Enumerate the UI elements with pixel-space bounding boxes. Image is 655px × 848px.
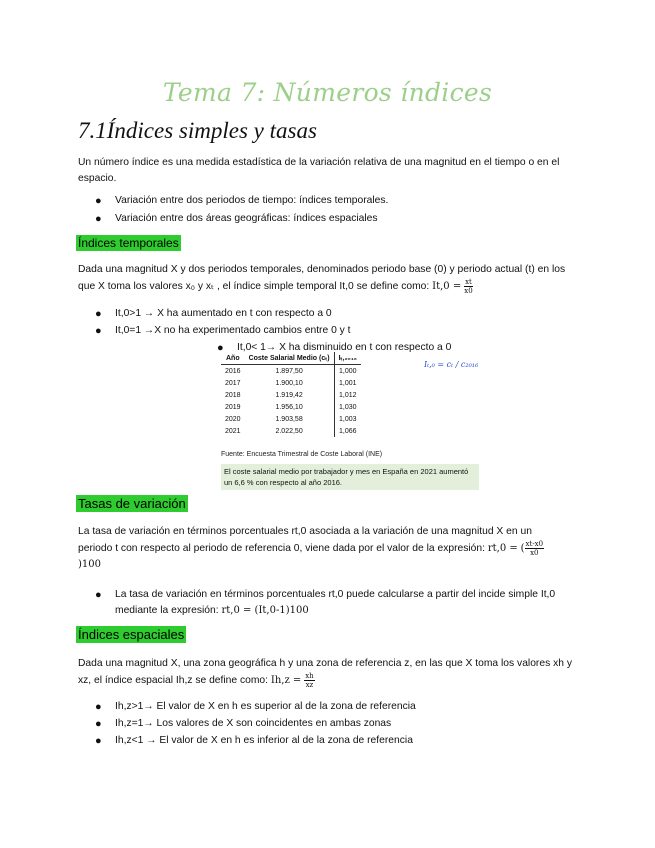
heading-text: Índices espaciales [78, 627, 185, 642]
espaciales-paragraph [78, 656, 578, 689]
formula-open-paren: ( [520, 543, 525, 555]
bullet-icon: ● [95, 589, 102, 601]
table-cell: 2020 [225, 415, 241, 423]
formula-fraction [525, 540, 545, 557]
table-cell: 1,000 [338, 367, 357, 375]
formula-fraction [464, 278, 473, 295]
bullet-icon: ● [95, 718, 102, 730]
table-row [221, 365, 361, 378]
formula-lhs: rt,0 = [487, 543, 518, 555]
heading-text: Índices temporales [78, 236, 179, 250]
table-cell: 1.897,50 [245, 365, 335, 378]
side-formula: Iₜ,₀ = cₜ / c₂₀₁₆ [424, 360, 479, 369]
table-cell: 2021 [225, 427, 241, 435]
formula-denominator: x0 [464, 287, 473, 295]
list-item-text: It,0>1 → X ha aumentado en t con respecto a 0 [115, 308, 332, 319]
list-item [95, 700, 416, 714]
table-cell: 2017 [225, 379, 241, 387]
table-row [221, 425, 361, 437]
salary-table-figure [221, 352, 477, 490]
table-cell: 2.022,50 [245, 425, 335, 437]
list-item [95, 194, 389, 208]
table-cell: 1,003 [338, 415, 357, 423]
table-cell: 1.903,58 [245, 413, 335, 425]
list-item [95, 734, 413, 748]
table-row [221, 413, 361, 425]
bullet-icon: ● [95, 325, 102, 337]
intro-paragraph: Un número índice es una medida estadística de la variación relativa de una magnitud en el tiempo o en el espacio. [78, 157, 560, 184]
salary-table [221, 352, 361, 437]
list-item-text: Ih,z>1→ El valor de X en h es superior al de la zona de referencia [115, 701, 416, 712]
table-cell: 2019 [225, 403, 241, 411]
list-item-text: Variación entre dos periodos de tiempo: índices temporales. [115, 195, 389, 206]
list-item-text: Variación entre dos áreas geográficas: índices espaciales [115, 213, 378, 224]
list-item [95, 307, 332, 321]
table-cell: 1.900,10 [245, 377, 335, 389]
bullet-icon: ● [95, 213, 102, 225]
list-item-text: Ih,z=1→ Los valores de X son coincidentes en ambas zonas [115, 718, 392, 729]
temporales-heading [76, 234, 181, 252]
list-item-text: La tasa de variación en términos porcentuales rt,0 puede calcularse a partir del incide simple It,0 mediante la expresión: [115, 589, 556, 616]
paragraph-text: La tasa de variación en términos porcentuales rt,0 asociada a la variación de una magnitud X en un periodo t con respecto al periodo de referencia 0, viene dada por el valor de la expresión: [78, 526, 532, 555]
table-cell: 2016 [225, 367, 241, 375]
table-cell: 1,012 [338, 391, 357, 399]
table-note: El coste salarial medio por trabajador y mes en España en 2021 aumentó un 6,6 % con respecto al año 2016. [221, 464, 479, 490]
list-item-text: Ih,z<1 → El valor de X en h es inferior al de la zona de referencia [115, 735, 413, 746]
table-row [221, 377, 361, 389]
tasas-heading [76, 495, 188, 513]
formula-tail: )100 [78, 559, 101, 571]
temporales-paragraph [78, 262, 578, 295]
bullet-icon: ● [217, 342, 224, 354]
paragraph-text: Dada una magnitud X y dos periodos temporales, denominados periodo base (0) y periodo actual (t) en los que X toma los valores x₀ y xₜ , el índice simple temporal It,0 se define como: [78, 264, 566, 293]
formula-numerator: xt-x0 [525, 540, 544, 548]
bullet-icon: ● [95, 195, 102, 207]
formula-denominator: x0 [530, 549, 539, 557]
table-row [221, 389, 361, 401]
list-item-text: It,0< 1→ X ha disminuido en t con respecto a 0 [237, 342, 452, 353]
table-row [221, 401, 361, 413]
bullet-icon: ● [95, 735, 102, 747]
paragraph-text: Dada una magnitud X, una zona geográfica h y una zona de referencia z, en las que X toma los valores xh y xz, el índice espacial Ih,z se define como: [78, 658, 572, 687]
tasas-paragraph [78, 524, 558, 573]
table-header: Año [221, 352, 245, 365]
formula-lhs: It,0 = [432, 281, 462, 293]
formula-denominator: xz [305, 681, 314, 689]
table-cell: 1.919,42 [245, 389, 335, 401]
list-item [95, 324, 351, 338]
formula-numerator: xt [465, 278, 472, 286]
table-source: Fuente: Encuesta Trimestral de Coste Laboral (INE) [221, 451, 383, 458]
bullet-icon: ● [95, 308, 102, 320]
list-item [95, 212, 378, 226]
formula: rt,0 = (It,0-1)100 [221, 605, 309, 616]
table-header: Iₜ,₂₀₁₆ [334, 352, 361, 365]
list-item [95, 717, 392, 731]
bullet-icon: ● [95, 701, 102, 713]
table-cell: 1,001 [338, 379, 357, 387]
table-header: Coste Salarial Medio (cₜ) [245, 352, 335, 365]
table-header-row [221, 352, 361, 365]
table-cell: 1,066 [338, 427, 357, 435]
formula-numerator: xh [305, 672, 314, 680]
formula-lhs: Ih,z = [270, 675, 302, 687]
table-cell: 1,030 [338, 403, 357, 411]
heading-text: Tasas de variación [78, 496, 186, 511]
table-cell: 1.956,10 [245, 401, 335, 413]
table-cell: 2018 [225, 391, 241, 399]
page-title: Tema 7: Números índices [162, 78, 493, 107]
list-item [95, 587, 570, 619]
formula-fraction [304, 672, 314, 689]
espaciales-heading [76, 626, 186, 644]
list-item-text: It,0=1 →X no ha experimentado cambios entre 0 y t [115, 325, 351, 336]
section-heading: 7.1Índices simples y tasas [78, 118, 317, 143]
